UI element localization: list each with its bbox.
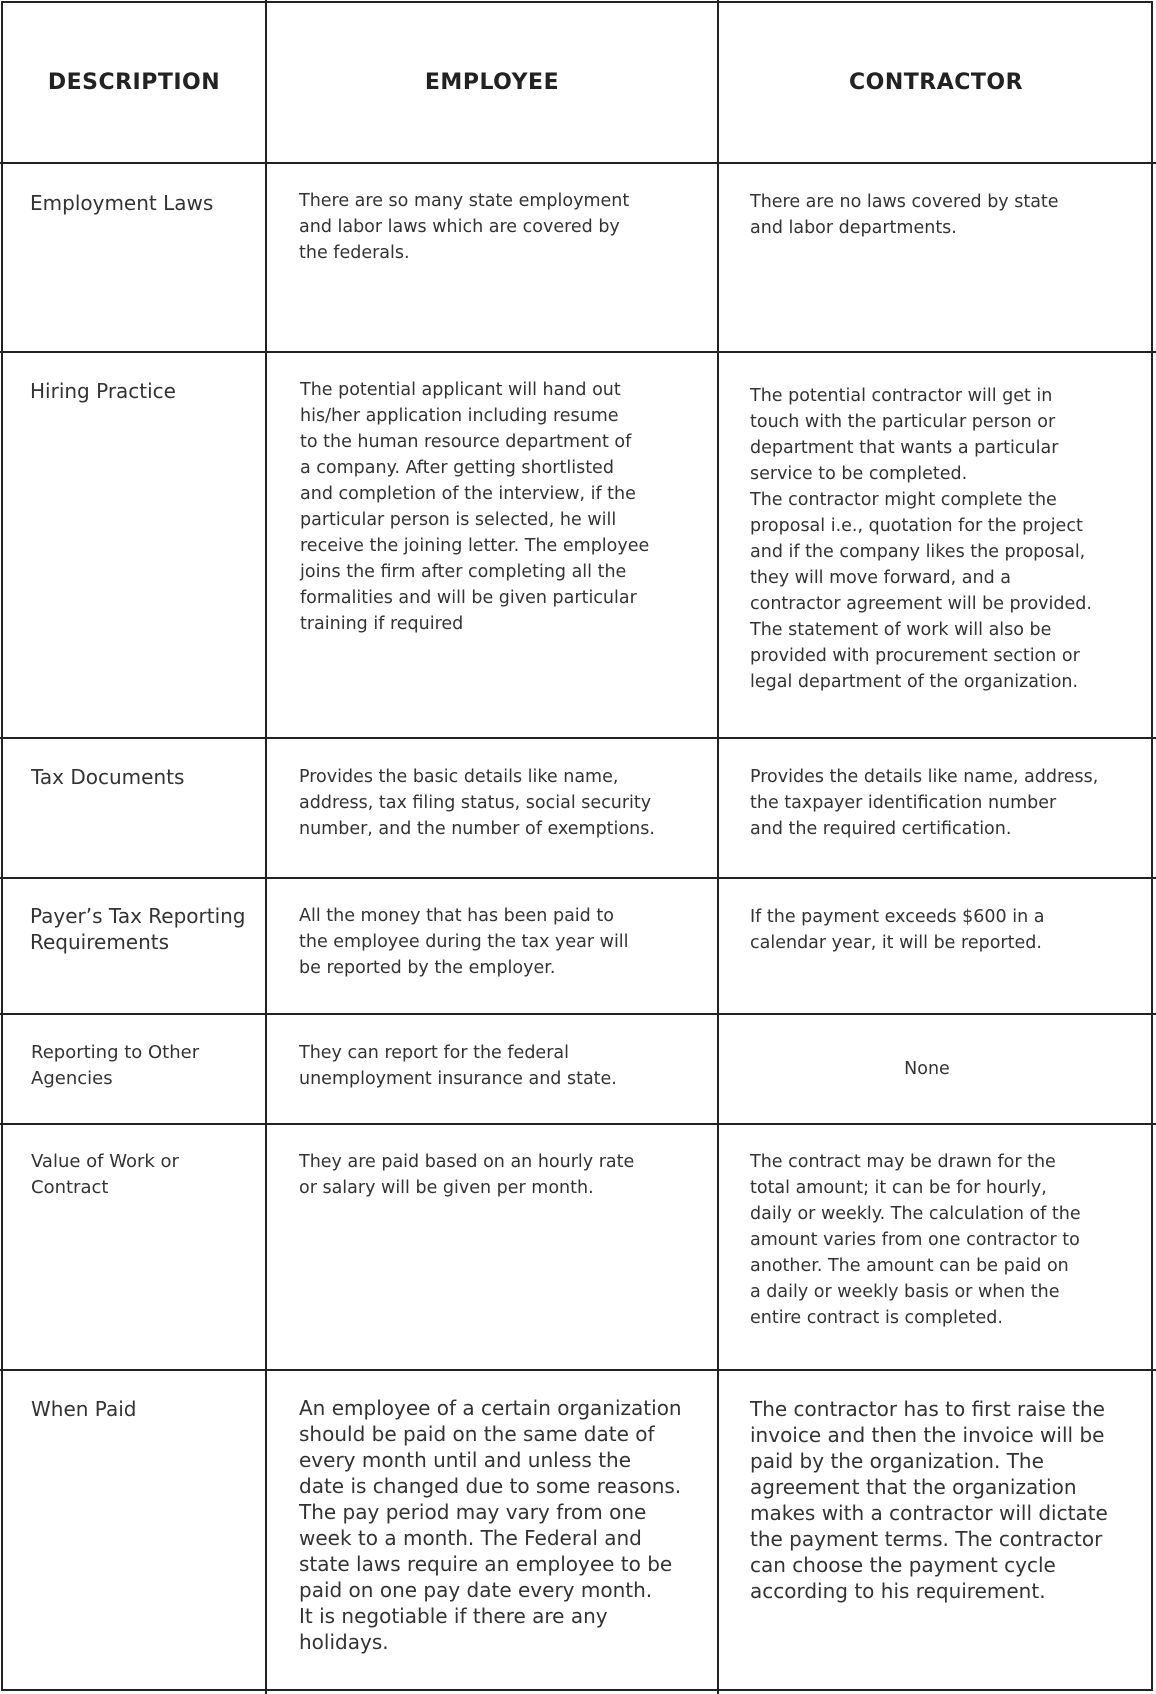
header-description: DESCRIPTION [47, 70, 221, 95]
employee-cell: Provides the basic details like name, address, tax filing status, social security number, and the number of exemptions. [299, 767, 655, 839]
row-label: Payer’s Tax Reporting Requirements [30, 904, 246, 954]
row-label: Value of Work or Contract [31, 1151, 179, 1198]
contractor-cell: None [904, 1059, 950, 1079]
row-divider [0, 737, 1156, 739]
employee-cell: All the money that has been paid to the employee during the tax year will be reported by the employer. [299, 906, 629, 978]
employee-cell: An employee of a certain organization should be paid on the same date of every month until and unless the date is changed due to some reasons. The pay period may vary from one week to a month. The Federal and state laws require an employee to be paid on one pay date every month. It is negotiable if there are any holidays. [299, 1396, 682, 1654]
row-divider [0, 1369, 1156, 1371]
row-label: Tax Documents [31, 765, 185, 789]
column-divider [265, 0, 267, 1694]
header-employee: EMPLOYEE [424, 70, 560, 95]
employee-cell: There are so many state employment and labor laws which are covered by the federals. [299, 191, 630, 263]
row-divider [0, 1123, 1156, 1125]
contractor-cell: If the payment exceeds $600 in a calendar year, it will be reported. [750, 907, 1045, 953]
employee-cell: They are paid based on an hourly rate or salary will be given per month. [299, 1152, 635, 1198]
row-label: When Paid [31, 1397, 137, 1421]
row-divider [0, 877, 1156, 879]
contractor-cell: There are no laws covered by state and labor departments. [750, 192, 1059, 238]
contractor-cell: The potential contractor will get in touch with the particular person or department that wants a particular service to be completed. The contractor might complete the proposal i.e., quotation for the project and if the company likes the proposal, they will move forward, and a contractor agreement will be provided. The statement of work will also be provided with procurement section or legal department of the organization. [750, 386, 1092, 692]
employee-cell: The potential applicant will hand out his/her application including resume to the human resource department of a company. After getting shortlisted and completion of the interview, if the particular person is selected, he will receive the joining letter. The employee joins the firm after completing all the formalities and will be given particular training if required [300, 380, 650, 634]
header-contractor: CONTRACTOR [848, 70, 1024, 95]
employee-cell: They can report for the federal unemployment insurance and state. [299, 1043, 617, 1089]
row-divider [0, 162, 1156, 164]
column-divider [717, 0, 719, 1694]
contractor-cell: The contract may be drawn for the total amount; it can be for hourly, daily or weekly. The calculation of the amount varies from one contractor to another. The amount can be paid on a daily or weekly basis or when the entire contract is completed. [750, 1152, 1081, 1328]
row-label: Reporting to Other Agencies [31, 1042, 200, 1089]
row-label: Employment Laws [30, 191, 214, 215]
contractor-cell: The contractor has to first raise the invoice and then the invoice will be paid by the organization. The agreement that the organization makes with a contractor will dictate the payment terms. The contractor can choose the payment cycle according to his requirement. [750, 1397, 1108, 1603]
row-label: Hiring Practice [30, 379, 176, 403]
contractor-cell: Provides the details like name, address, the taxpayer identification number and the required certification. [750, 767, 1099, 839]
row-divider [0, 351, 1156, 353]
